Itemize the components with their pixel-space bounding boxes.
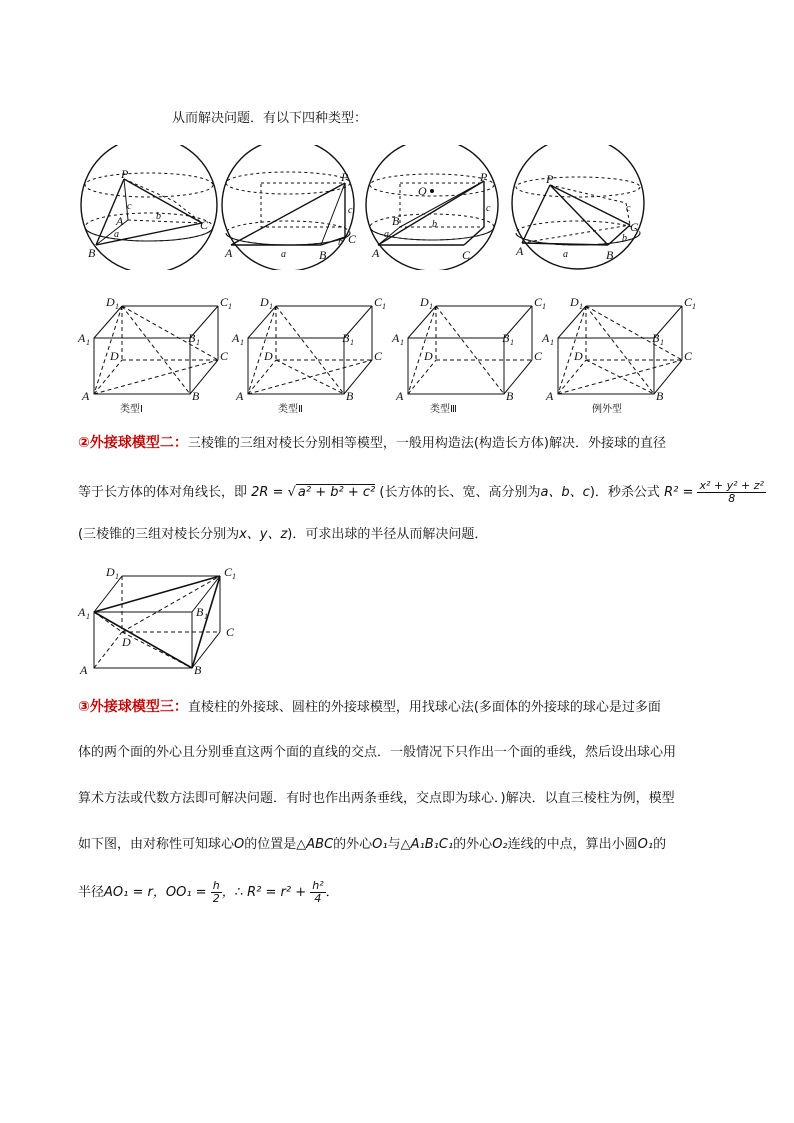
box-figures — [76, 290, 706, 408]
s3-formula-r: AO₁ = r，OO₁ = — [104, 885, 211, 900]
s3-t5a: 半径 — [78, 885, 105, 900]
svg-text:1: 1 — [542, 302, 546, 311]
caption-type-1: 类型Ⅰ — [120, 404, 143, 415]
svg-text:B: B — [346, 389, 354, 403]
svg-text:C: C — [348, 232, 357, 246]
svg-text:D: D — [570, 295, 579, 309]
svg-text:P: P — [480, 170, 488, 184]
svg-text:D: D — [106, 565, 115, 579]
svg-text:1: 1 — [115, 302, 119, 311]
svg-text:1: 1 — [228, 302, 232, 311]
s3-t4i: 的外心 — [453, 837, 493, 852]
section3-line1 — [78, 698, 661, 717]
svg-text:A: A — [396, 389, 404, 403]
svg-text:B: B — [606, 248, 614, 262]
section3-line3: 算术方法或代数方法即可解决问题．有时也作出两条垂线，交点即为球心．)解决．以直三棱柱为例，模型 — [78, 791, 675, 806]
box-figure-model2 — [76, 560, 256, 678]
svg-text:D: D — [574, 349, 583, 363]
svg-text:C: C — [684, 349, 693, 363]
s3-O2: O₂ — [492, 837, 508, 852]
section2-title: ②外接球模型二： — [78, 435, 188, 451]
svg-text:1: 1 — [86, 338, 90, 347]
svg-text:1: 1 — [232, 572, 236, 581]
fraction-numerator: x² + y² + z² — [699, 479, 764, 492]
box-figure-type-2 — [231, 295, 386, 403]
svg-text:C: C — [226, 625, 235, 639]
box-figure-exception — [541, 295, 696, 403]
svg-text:c: c — [127, 201, 132, 212]
section2-text3c: )．可求出球的半径从而解决问题． — [287, 527, 488, 542]
intro-text: 从而解决问题．有以下四种类型： — [172, 111, 368, 126]
svg-text:1: 1 — [579, 302, 583, 311]
sphere-figures — [76, 145, 656, 270]
svg-text:C: C — [374, 349, 383, 363]
svg-text:b: b — [156, 211, 161, 222]
svg-text:C: C — [534, 349, 543, 363]
svg-text:C: C — [684, 295, 693, 309]
section3-line2: 体的两个面的外心且分别垂直这两个面的直线的交点．一般情况下只作出一个面的垂线，然后设出球心用 — [78, 745, 677, 760]
svg-text:1: 1 — [204, 612, 208, 621]
svg-text:B: B — [88, 246, 96, 260]
svg-text:D: D — [110, 349, 119, 363]
sphere-figure-1 — [81, 145, 217, 270]
formula-R2: R² = — [664, 485, 698, 500]
section3-line5 — [78, 880, 339, 905]
svg-text:1: 1 — [550, 338, 554, 347]
svg-text:A: A — [225, 246, 233, 260]
s3-t4m: 的 — [653, 837, 667, 852]
sphere-figure-2 — [222, 145, 357, 270]
svg-text:P: P — [341, 170, 349, 184]
section3-title: ③外接球模型三： — [78, 699, 188, 715]
svg-text:A: A — [78, 331, 86, 345]
s3-t4a: 如下图，由对称性可知球心 — [78, 837, 235, 852]
svg-text:b: b — [338, 237, 343, 248]
s3-frac-num: h — [211, 880, 222, 893]
section2-text3a: (三棱锥的三组对棱长分别为 — [78, 527, 240, 542]
caption-type-2: 类型Ⅱ — [278, 404, 303, 415]
svg-text:c: c — [486, 203, 491, 214]
svg-text:B: B — [342, 331, 350, 345]
svg-text:a: a — [114, 229, 119, 240]
svg-text:A: A — [546, 389, 554, 403]
svg-text:A: A — [236, 389, 244, 403]
section2-line1 — [78, 434, 666, 453]
svg-text:D: D — [420, 295, 429, 309]
box-figure-type-1 — [77, 295, 232, 403]
s3-t4c: 的位置是 — [244, 837, 297, 852]
s3-t4e: 的外心 — [333, 837, 373, 852]
svg-text:D: D — [106, 295, 115, 309]
svg-text:1: 1 — [350, 338, 354, 347]
section2-text2f: )．秒杀公式 — [589, 485, 660, 500]
s3-formula-R2: ，∴ R² = r² + — [221, 885, 311, 900]
s3-t5d: ． — [325, 885, 339, 900]
svg-text:B: B — [656, 389, 664, 403]
section2-text2d: (长方体的长、宽、高分别为 — [379, 485, 541, 500]
svg-text:D: D — [264, 349, 273, 363]
section2-text1: 三棱锥的三组对棱长分别相等模型，一般用构造法(构造长方体)解决．外接球的直径 — [187, 436, 667, 451]
svg-text:b: b — [432, 219, 437, 230]
section3-line4 — [78, 836, 666, 854]
svg-text:B: B — [392, 214, 400, 228]
svg-text:B: B — [319, 248, 327, 262]
svg-text:1: 1 — [115, 572, 119, 581]
formula-sqrt-content: a² + b² + c² — [297, 485, 376, 500]
section2-xyz: x、y、z — [239, 527, 288, 542]
svg-text:C: C — [630, 220, 639, 234]
s3-fraction-h2 — [211, 880, 222, 905]
svg-text:B: B — [652, 331, 660, 345]
svg-text:C: C — [462, 248, 471, 262]
svg-text:C: C — [224, 565, 233, 579]
formula-fraction — [697, 480, 765, 505]
svg-text:D: D — [122, 635, 131, 649]
svg-text:1: 1 — [86, 612, 90, 621]
s3-A1B1C1: △A₁B₁C₁ — [400, 837, 454, 852]
svg-text:a: a — [563, 249, 568, 260]
s3-fraction-h24 — [310, 880, 325, 905]
sphere-figure-3 — [366, 145, 498, 270]
svg-text:B: B — [502, 331, 510, 345]
svg-text:c: c — [626, 203, 631, 214]
s3-O1b: O₁ — [637, 837, 654, 852]
svg-text:1: 1 — [196, 338, 200, 347]
svg-text:A: A — [232, 331, 240, 345]
svg-text:A: A — [82, 389, 90, 403]
svg-text:b: b — [622, 233, 627, 244]
s3-ABC: △ABC — [296, 837, 334, 852]
svg-text:D: D — [424, 349, 433, 363]
s3-t4k: 连线的中点，算出小圆 — [507, 837, 638, 852]
svg-text:1: 1 — [429, 302, 433, 311]
svg-text:C: C — [374, 295, 383, 309]
sphere-figure-4 — [512, 145, 644, 269]
section2-line3 — [78, 526, 487, 544]
caption-exception: 例外型 — [592, 404, 622, 415]
svg-text:B: B — [196, 605, 204, 619]
fraction-denominator: 8 — [728, 492, 736, 505]
svg-text:C: C — [220, 349, 229, 363]
svg-text:A: A — [78, 605, 86, 619]
svg-text:c: c — [348, 205, 353, 216]
s3-frac2-num: h² — [312, 879, 324, 892]
formula-2R: 2R = — [251, 485, 288, 500]
s3-t4g: 与 — [387, 837, 401, 852]
box-figure-type-3 — [391, 295, 546, 403]
svg-text:P: P — [546, 172, 554, 186]
svg-text:A: A — [516, 244, 524, 258]
svg-text:1: 1 — [692, 302, 696, 311]
svg-text:D: D — [260, 295, 269, 309]
svg-text:O: O — [418, 184, 427, 198]
svg-text:B: B — [192, 389, 200, 403]
svg-text:C: C — [220, 295, 229, 309]
svg-text:A: A — [392, 331, 400, 345]
s3-frac-den: 2 — [212, 892, 220, 905]
svg-text:B: B — [194, 663, 202, 677]
s3-O: O — [234, 837, 245, 852]
svg-text:1: 1 — [510, 338, 514, 347]
section2-line2: 等于长方体的体对角线长，即 2R = √ a² + b² + c² (长方体的长、宽、高分别为a、b、c)．秒杀公式 R² = $\frac{\text{x² + y² + z²}}{8}$ — [78, 479, 764, 505]
svg-text:a: a — [384, 229, 389, 240]
svg-text:A: A — [542, 331, 550, 345]
svg-text:1: 1 — [400, 338, 404, 347]
section2-abc: a、b、c — [540, 485, 590, 500]
svg-text:A: A — [372, 246, 380, 260]
svg-text:P: P — [121, 167, 129, 181]
section2-text2a: 等于长方体的体对角线长，即 — [78, 485, 248, 500]
svg-text:1: 1 — [269, 302, 273, 311]
svg-text:a: a — [281, 249, 286, 260]
svg-text:C: C — [534, 295, 543, 309]
svg-text:1: 1 — [382, 302, 386, 311]
svg-text:C: C — [200, 218, 209, 232]
section3-text1: 直棱柱的外接球、圆柱的外接球模型，用找球心法(多面体的外接球的球心是过多面 — [187, 700, 661, 715]
s3-O1: O₁ — [372, 837, 388, 852]
svg-text:B: B — [506, 389, 514, 403]
s3-frac2-den: 4 — [314, 892, 322, 905]
caption-type-3: 类型Ⅲ — [430, 404, 457, 415]
svg-text:B: B — [188, 331, 196, 345]
svg-text:A: A — [116, 214, 124, 228]
svg-text:1: 1 — [660, 338, 664, 347]
svg-text:A: A — [80, 663, 88, 677]
svg-text:1: 1 — [240, 338, 244, 347]
